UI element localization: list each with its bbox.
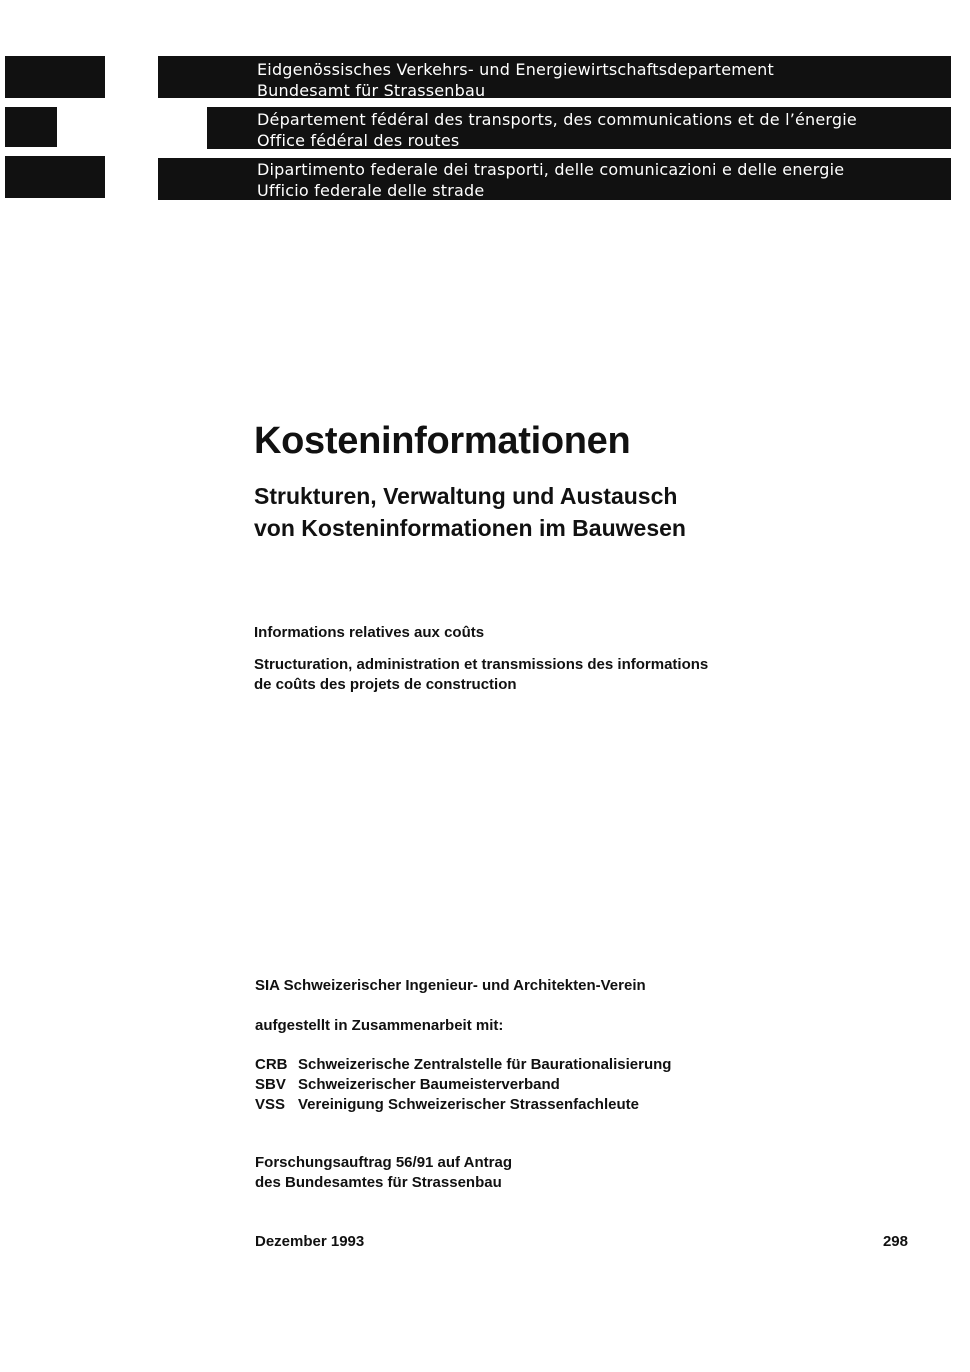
header-band-italian xyxy=(158,158,951,200)
subtitle-line: Strukturen, Verwaltung und Austausch xyxy=(254,483,678,509)
partner-item xyxy=(255,1095,671,1115)
partner-abbr: VSS xyxy=(255,1096,286,1113)
header-line: Office fédéral des routes xyxy=(257,131,460,150)
header-line: Bundesamt für Strassenbau xyxy=(257,81,486,100)
header-line: Département fédéral des transports, des communications et de l’énergie xyxy=(257,110,857,129)
research-line: Forschungsauftrag 56/91 auf Antrag xyxy=(255,1154,512,1171)
header-line: Dipartimento federale dei trasporti, delle comunicazioni e delle energie xyxy=(257,160,845,179)
french-subtitle xyxy=(254,655,708,695)
logo-block-top xyxy=(5,56,105,98)
header-line: Ufficio federale delle strade xyxy=(257,181,485,200)
partner-abbr: CRB xyxy=(255,1056,288,1073)
report-number: 298 xyxy=(882,1233,908,1250)
page-subtitle xyxy=(254,480,686,544)
partner-name: Schweizerischer Baumeisterverband xyxy=(298,1076,560,1093)
partner-abbr: SBV xyxy=(255,1076,286,1093)
header-band-german xyxy=(158,56,951,98)
partners-list xyxy=(255,1055,671,1115)
research-mandate xyxy=(255,1153,512,1193)
logo-block-bottom xyxy=(5,156,105,198)
french-subtitle-line: de coûts des projets de construction xyxy=(254,676,517,693)
header-line: Eidgenössisches Verkehrs- und Energiewirtschaftsdepartement xyxy=(257,60,774,79)
header-band-french xyxy=(207,107,951,149)
collaboration-intro: aufgestellt in Zusammenarbeit mit: xyxy=(255,1017,504,1034)
subtitle-line: von Kosteninformationen im Bauwesen xyxy=(254,515,686,541)
logo-block-middle xyxy=(5,107,57,147)
partner-name: Schweizerische Zentralstelle für Baurationalisierung xyxy=(298,1056,672,1073)
partner-name: Vereinigung Schweizerischer Strassenfachleute xyxy=(298,1096,639,1113)
partner-item xyxy=(255,1075,671,1095)
french-subtitle-line: Structuration, administration et transmissions des informations xyxy=(254,656,709,673)
publisher: SIA Schweizerischer Ingenieur- und Architekten-Verein xyxy=(255,977,646,994)
research-line: des Bundesamtes für Strassenbau xyxy=(255,1174,502,1191)
french-title: Informations relatives aux coûts xyxy=(254,624,485,641)
publication-date: Dezember 1993 xyxy=(255,1233,365,1250)
partner-item xyxy=(255,1055,671,1075)
page-title: Kosteninformationen xyxy=(254,420,631,462)
